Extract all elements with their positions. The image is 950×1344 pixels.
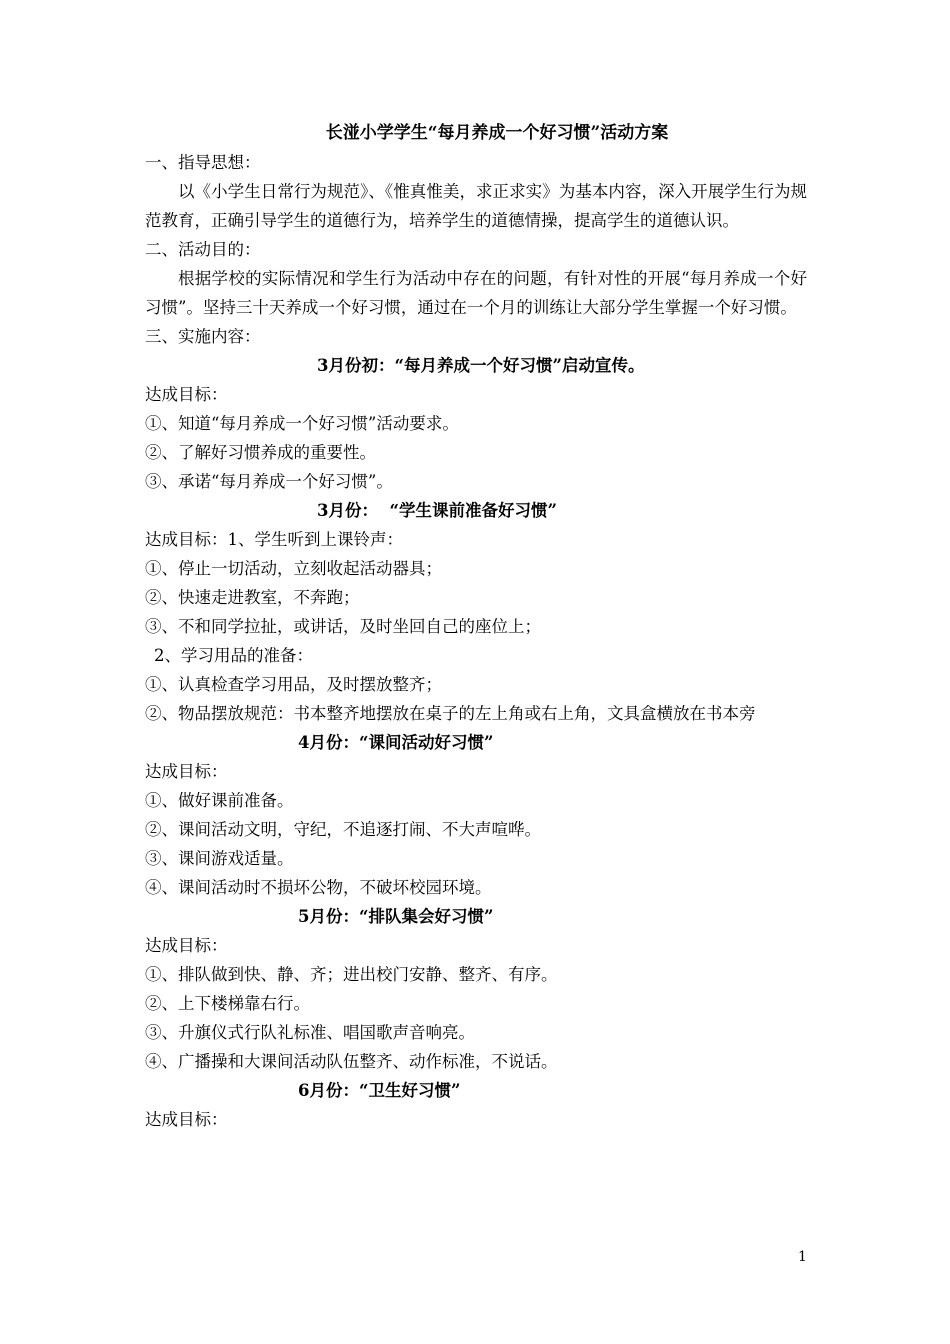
list-item: ①、停止一切活动，立刻收起活动器具； — [145, 559, 442, 578]
list-item: ④、广播操和大课间活动队伍整齐、动作标准，不说话。 — [145, 1052, 558, 1071]
subheading-march: 3月份： “学生课前准备好习惯” — [317, 501, 557, 520]
list-item: ②、了解好习惯养成的重要性。 — [145, 443, 376, 462]
section-heading-activity-purpose: 二、活动目的： — [145, 240, 261, 259]
page-number: 1 — [798, 1249, 807, 1265]
section-heading-guiding-ideology: 一、指导思想： — [145, 153, 261, 172]
list-item: ②、物品摆放规范：书本整齐地摆放在桌子的左上角或右上角，文具盒横放在书本旁 — [145, 704, 756, 723]
goal-label-march-start: 达成目标： — [145, 385, 228, 404]
list-item: ①、认真检查学习用品，及时摆放整齐； — [145, 675, 442, 694]
section-heading-implementation: 三、实施内容： — [145, 327, 261, 346]
paragraph-activity-purpose: 根据学校的实际情况和学生行为活动中存在的问题，有针对性的开展“每月养成一个好习惯”。坚持三十天养成一个好习惯，通过在一个月的训练让大部分学生掌握一个好习惯。 — [145, 269, 807, 317]
list-item: ③、升旗仪式行队礼标准、唱国歌声音响亮。 — [145, 1023, 475, 1042]
goal-label-june: 达成目标： — [145, 1110, 228, 1129]
goal-label-april: 达成目标： — [145, 762, 228, 781]
paragraph-guiding-ideology: 以《小学生日常行为规范》、《惟真惟美，求正求实》为基本内容，深入开展学生行为规范教育，正确引导学生的道德行为，培养学生的道德情操，提高学生的道德认识。 — [145, 182, 807, 230]
document-body — [145, 119, 807, 1134]
list-item: ③、承诺“每月养成一个好习惯”。 — [145, 472, 393, 491]
list-item: ②、课间活动文明，守纪，不追逐打闹、不大声喧哗。 — [145, 820, 541, 839]
list-item: ①、排队做到快、静、齐；进出校门安静、整齐、有序。 — [145, 965, 558, 984]
goal-label-may: 达成目标： — [145, 936, 228, 955]
subheading-may: 5月份：“排队集会好习惯” — [298, 907, 494, 926]
goal-label-march: 达成目标：1、学生听到上课铃声： — [145, 530, 403, 549]
list-item: ④、课间活动时不损坏公物，不破坏校园环境。 — [145, 878, 492, 897]
subheading-june: 6月份：“卫生好习惯” — [298, 1081, 461, 1100]
list-item: ②、上下楼梯靠右行。 — [145, 994, 310, 1013]
list-item: ③、课间游戏适量。 — [145, 849, 294, 868]
document-title: 长湴小学学生“每月养成一个好习惯”活动方案 — [325, 123, 669, 143]
list-item: ②、快速走进教室，不奔跑； — [145, 588, 360, 607]
subheading-april: 4月份：“课间活动好习惯” — [298, 733, 494, 752]
list-item: ①、做好课前准备。 — [145, 791, 294, 810]
list-item: ③、不和同学拉扯，或讲话，及时坐回自己的座位上； — [145, 617, 541, 636]
subheading-march-start: 3月份初：“每月养成一个好习惯”启动宣传。 — [317, 356, 645, 375]
list-item: ①、知道“每月养成一个好习惯”活动要求。 — [145, 414, 459, 433]
sub-heading-supplies: 2、学习用品的准备： — [154, 646, 313, 665]
